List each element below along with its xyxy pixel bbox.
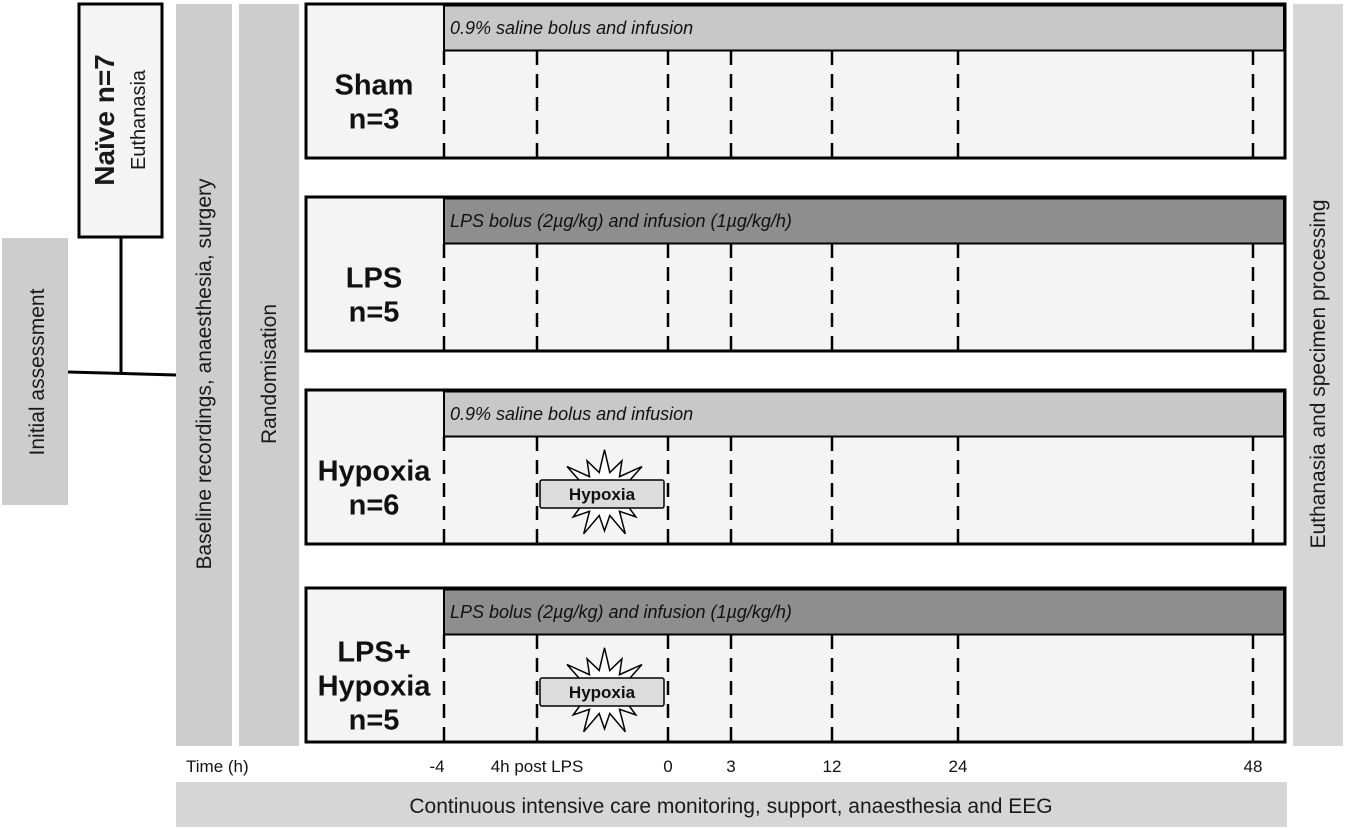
time-axis — [186, 757, 1262, 776]
time-tick-label: 0 — [663, 757, 673, 776]
group-panel — [306, 197, 1285, 351]
time-tick-label: 4h post LPS — [490, 757, 584, 776]
monitoring-bar — [176, 782, 1287, 827]
group-name-line: n=6 — [348, 489, 400, 522]
naive-title: Naïve n=7 — [89, 54, 120, 186]
infusion-label: LPS bolus (2µg/kg) and infusion (1µg/kg/h) — [450, 211, 792, 231]
hypoxia-badge-label: Hypoxia — [568, 683, 636, 702]
group-name-line: LPS+ — [337, 636, 411, 669]
group-panel — [306, 390, 1285, 544]
group-name-line: LPS — [345, 262, 403, 295]
randomisation-label: Randomisation — [258, 303, 281, 445]
group-name-line: n=5 — [348, 296, 400, 329]
infusion-label: LPS bolus (2µg/kg) and infusion (1µg/kg/h) — [450, 602, 792, 622]
baseline-label: Baseline recordings, anaesthesia, surgery — [193, 178, 216, 570]
group-name-line: Hypoxia — [317, 455, 431, 488]
naive-subtitle: Euthanasia — [128, 69, 150, 171]
time-tick-label: -4 — [429, 757, 445, 776]
euthanasia-label: Euthanasia and specimen processing — [1307, 199, 1330, 549]
baseline-bar — [176, 4, 232, 746]
naive-group-box — [79, 4, 162, 237]
group-panels — [306, 4, 1285, 742]
group-name-line: n=5 — [348, 704, 400, 737]
randomisation-bar — [239, 4, 299, 746]
group-name-line: n=3 — [348, 103, 400, 136]
group-panel — [306, 588, 1285, 742]
infusion-label: 0.9% saline bolus and infusion — [450, 18, 694, 38]
euthanasia-bar — [1293, 4, 1343, 746]
initial-assessment-box — [2, 238, 68, 505]
group-name-line: Hypoxia — [317, 670, 431, 703]
initial-assessment-label: Initial assessment — [26, 288, 49, 456]
group-name-line: Sham — [334, 69, 414, 102]
hypoxia-badge-label: Hypoxia — [568, 485, 636, 504]
time-tick-label: 24 — [948, 757, 968, 776]
group-panel — [306, 4, 1285, 158]
time-axis-label: Time (h) — [186, 757, 249, 776]
monitoring-label: Continuous intensive care monitoring, support, anaesthesia and EEG — [409, 795, 1053, 818]
infusion-label: 0.9% saline bolus and infusion — [450, 404, 694, 424]
time-tick-label: 48 — [1243, 757, 1263, 776]
time-tick-label: 12 — [822, 757, 842, 776]
branch-connector — [68, 237, 176, 375]
time-tick-label: 3 — [726, 757, 736, 776]
